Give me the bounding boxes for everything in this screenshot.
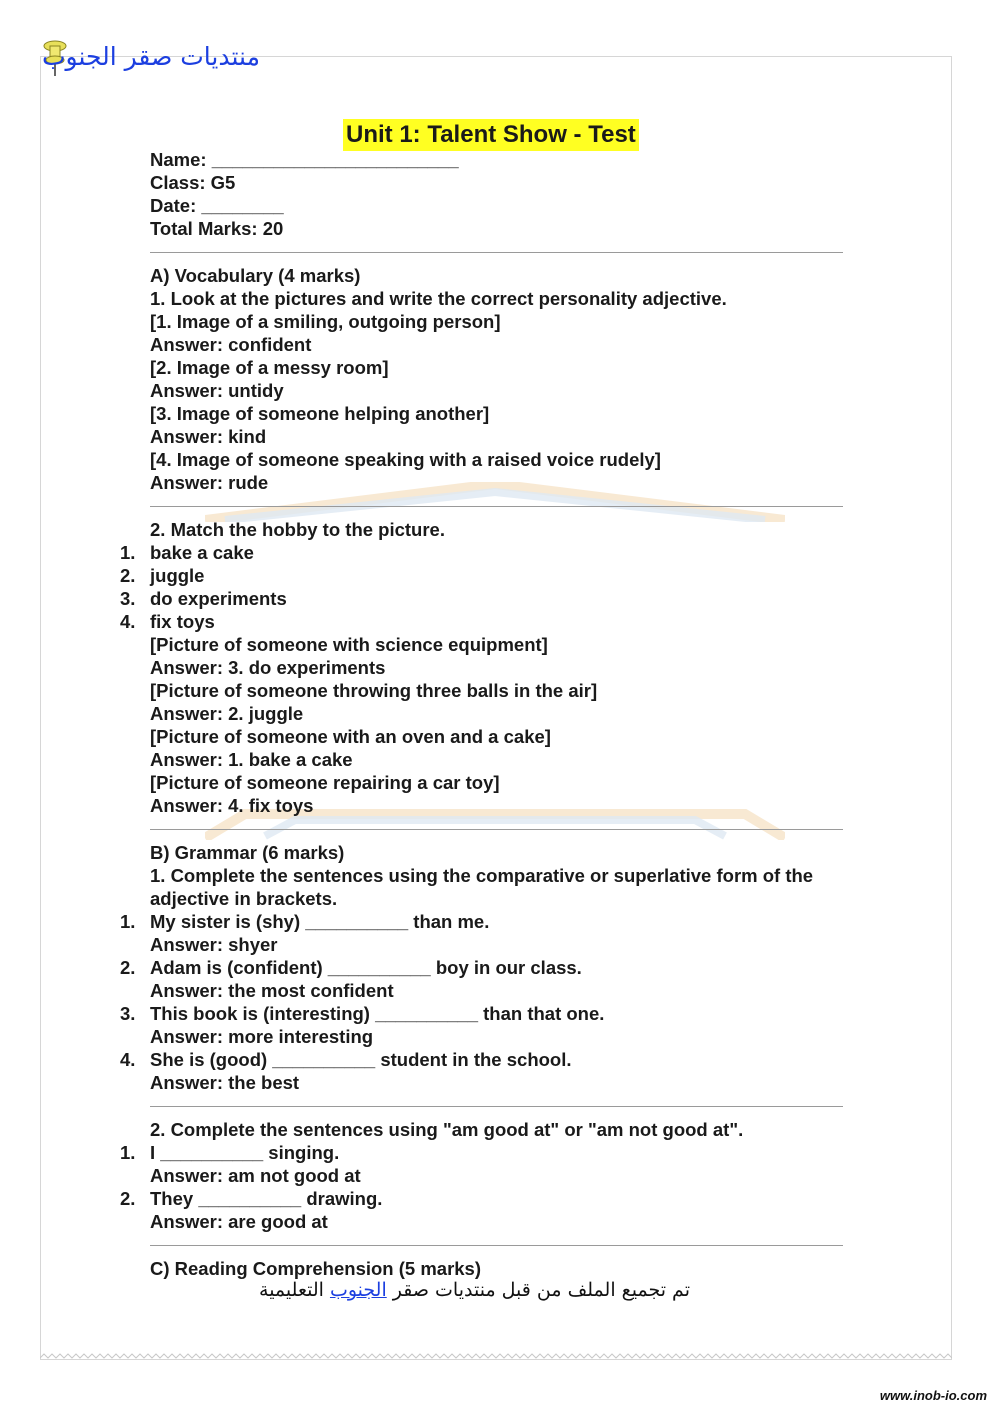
footer-credit-link[interactable]: الجنوب — [329, 1279, 387, 1301]
match-answer: Answer: 2. juggle — [150, 703, 304, 724]
list-item: 4. fix toys — [120, 611, 215, 632]
match-answer: Answer: 3. do experiments — [150, 657, 386, 678]
forum-name: منتديات صقر الجنوب — [42, 42, 260, 71]
section-c-heading: C) Reading Comprehension (5 marks) — [150, 1258, 482, 1279]
vocab-q1-prompt: 1. Look at the pictures and write the correct personality adjective. — [150, 288, 727, 309]
class-field: Class: G5 — [150, 172, 236, 193]
vocab-line: [4. Image of someone speaking with a raised voice rudely] — [150, 449, 661, 470]
grammar-answer: Answer: more interesting — [150, 1026, 374, 1047]
match-q2-prompt: 2. Match the hobby to the picture. — [150, 519, 445, 540]
grammar-answer: Answer: am not good at — [150, 1165, 361, 1186]
divider — [150, 1106, 843, 1107]
list-item: 1. bake a cake — [120, 542, 254, 563]
test-content — [120, 148, 850, 1280]
list-item: 2. Adam is (confident) __________ boy in our class. — [120, 957, 582, 978]
total-marks: Total Marks: 20 — [150, 218, 284, 239]
list-item: 1. My sister is (shy) __________ than me. — [120, 911, 490, 932]
vocab-line: [2. Image of a messy room] — [150, 357, 389, 378]
list-item: 3. do experiments — [120, 588, 287, 609]
vocab-answer: Answer: rude — [150, 472, 269, 493]
name-field: Name: ________________________ — [150, 149, 459, 170]
page-bottom-border — [40, 1352, 952, 1364]
vocab-answer: Answer: confident — [150, 334, 312, 355]
list-item: 4. She is (good) __________ student in the school. — [120, 1049, 572, 1070]
vocab-answer: Answer: kind — [150, 426, 267, 447]
divider — [150, 252, 843, 253]
section-b-heading: B) Grammar (6 marks) — [150, 842, 345, 863]
website-url[interactable]: www.inob-io.com — [879, 1388, 987, 1403]
grammar-q1-prompt: 1. Complete the sentences using the comparative or superlative form of the adjective in brackets. — [150, 865, 814, 909]
match-line: [Picture of someone repairing a car toy] — [150, 772, 500, 793]
divider — [150, 506, 843, 507]
divider — [150, 829, 843, 830]
list-item: 2. juggle — [120, 565, 205, 586]
date-field: Date: ________ — [150, 195, 284, 216]
match-line: [Picture of someone with science equipment] — [150, 634, 548, 655]
match-line: [Picture of someone with an oven and a cake] — [150, 726, 551, 747]
list-item: 2. They __________ drawing. — [120, 1188, 383, 1209]
grammar-q2-prompt: 2. Complete the sentences using "am good at" or "am not good at". — [150, 1119, 744, 1140]
grammar-answer: Answer: the best — [150, 1072, 300, 1093]
footer-credit: تم تجميع الملف من قبل منتديات صقر الجنوب التعليمية — [259, 1279, 690, 1301]
match-answer: Answer: 1. bake a cake — [150, 749, 353, 770]
vocab-line: [1. Image of a smiling, outgoing person] — [150, 311, 501, 332]
grammar-answer: Answer: are good at — [150, 1211, 328, 1232]
vocab-answer: Answer: untidy — [150, 380, 284, 401]
grammar-answer: Answer: the most confident — [150, 980, 394, 1001]
list-item: 1. I __________ singing. — [120, 1142, 340, 1163]
list-item: 3. This book is (interesting) __________ than that one. — [120, 1003, 605, 1024]
grammar-answer: Answer: shyer — [150, 934, 278, 955]
page-title: Unit 1: Talent Show - Test — [343, 119, 639, 151]
match-line: [Picture of someone throwing three balls in the air] — [150, 680, 598, 701]
divider — [150, 1245, 843, 1246]
vocab-line: [3. Image of someone helping another] — [150, 403, 490, 424]
match-answer: Answer: 4. fix toys — [150, 795, 314, 816]
section-a-heading: A) Vocabulary (4 marks) — [150, 265, 361, 286]
